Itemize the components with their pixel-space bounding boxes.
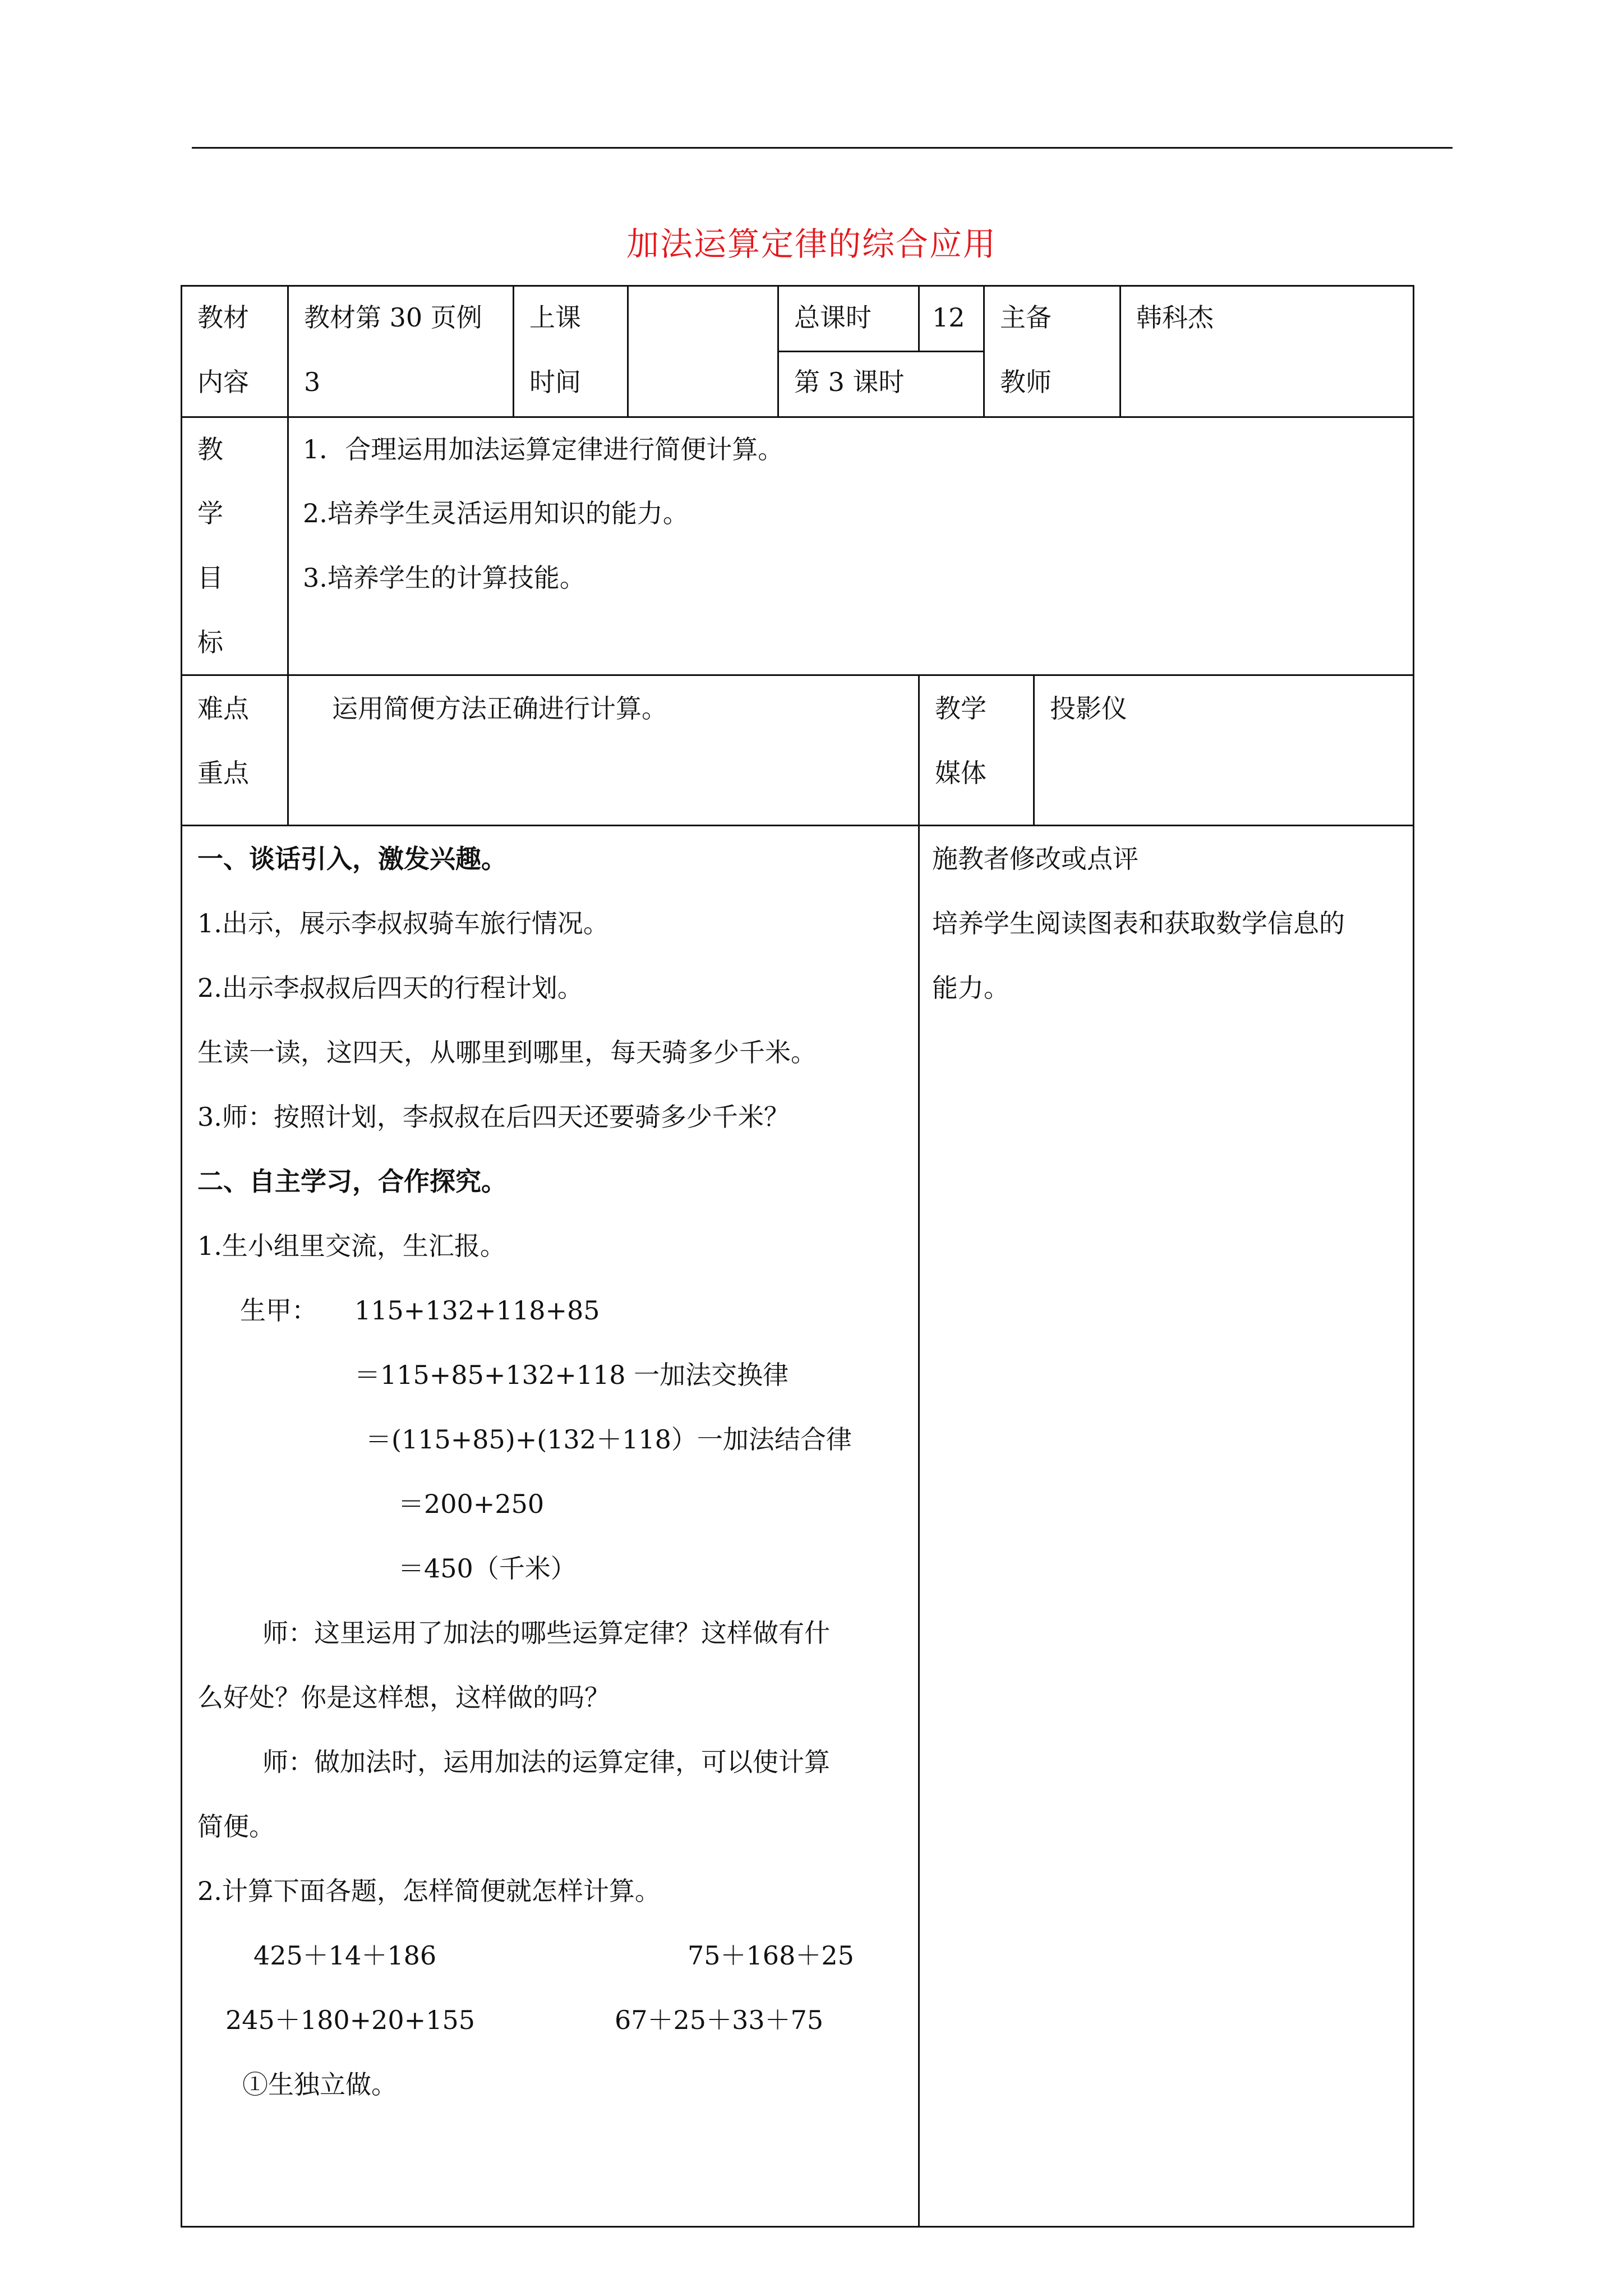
goals-label-char: 目 bbox=[197, 563, 223, 593]
header-rule bbox=[192, 147, 1453, 149]
table-border-top bbox=[181, 285, 1414, 287]
table-line-goals-bottom bbox=[181, 674, 1414, 676]
table-line-difficulty-bottom bbox=[181, 825, 1414, 826]
notes-line: 能力。 bbox=[932, 973, 1009, 1003]
textbook-value-2: 3 bbox=[304, 367, 321, 397]
class-time-label: 上课 bbox=[529, 302, 581, 333]
class-time-label-2: 时间 bbox=[529, 367, 581, 397]
lesson-number: 第 3 课时 bbox=[794, 367, 905, 397]
process-line: 2.计算下面各题，怎样简便就怎样计算。 bbox=[197, 1876, 661, 1906]
goals-label-char: 教 bbox=[197, 434, 223, 464]
goal-item: 3.培养学生的计算技能。 bbox=[303, 563, 585, 593]
difficulty-label: 难点 bbox=[197, 693, 249, 724]
process-line: 3.师：按照计划，李叔叔在后四天还要骑多少千米？ bbox=[197, 1102, 790, 1132]
process-line: 生读一读，这四天，从哪里到哪里，每天骑多少千米。 bbox=[197, 1037, 817, 1068]
process-line: 1.生小组里交流，生汇报。 bbox=[197, 1231, 506, 1261]
calc-label: 生甲： bbox=[240, 1295, 317, 1326]
teacher-label: 主备 bbox=[1000, 302, 1052, 333]
difficulty-label-2: 重点 bbox=[197, 758, 249, 788]
calc-step: ＝115+85+132+118 一加法交换律 bbox=[354, 1360, 789, 1390]
section-heading: 一、谈话引入，激发兴趣。 bbox=[197, 844, 507, 874]
goal-item: 1．合理运用加法运算定律进行简便计算。 bbox=[303, 434, 784, 464]
notes-header: 施教者修改或点评 bbox=[932, 844, 1138, 874]
table-border-bottom bbox=[181, 2226, 1414, 2228]
goals-label-char: 标 bbox=[197, 627, 223, 657]
process-line: ①生独立做。 bbox=[242, 2069, 397, 2100]
process-line: 么好处？你是这样想，这样做的吗？ bbox=[197, 1682, 610, 1713]
teacher-label-2: 教师 bbox=[1000, 367, 1052, 397]
difficulty-text: 运用简便方法正确进行计算。 bbox=[332, 693, 667, 724]
goal-item: 2.培养学生灵活运用知识的能力。 bbox=[303, 498, 689, 528]
textbook-value: 教材第 30 页例 bbox=[304, 302, 482, 333]
table-col-hours bbox=[918, 285, 920, 352]
calc-step: ＝450（千米） bbox=[398, 1553, 577, 1584]
section-heading: 二、自主学习，合作探究。 bbox=[197, 1166, 507, 1197]
exercise: 245＋180+20+155 bbox=[225, 2005, 476, 2035]
process-line: 师：做加法时，运用加法的运算定律，可以使计算 bbox=[262, 1747, 830, 1777]
table-col-media bbox=[918, 674, 920, 826]
media-label-2: 媒体 bbox=[935, 758, 986, 788]
table-col-media-value bbox=[1033, 674, 1035, 826]
textbook-label: 教材 bbox=[197, 302, 249, 333]
media-value: 投影仪 bbox=[1050, 693, 1127, 724]
table-col-textbook bbox=[513, 285, 514, 418]
process-line: 简便。 bbox=[197, 1811, 275, 1842]
table-col-notes bbox=[918, 825, 920, 2228]
total-hours-value: 12 bbox=[932, 302, 965, 333]
table-border-left bbox=[181, 285, 182, 2228]
calc-step: ＝(115+85)+(132＋118）一加法结合律 bbox=[366, 1424, 852, 1455]
exercise: 67＋25＋33＋75 bbox=[615, 2005, 824, 2035]
textbook-label-2: 内容 bbox=[197, 367, 249, 397]
table-line-lesson-split bbox=[777, 351, 984, 352]
notes-line: 培养学生阅读图表和获取数学信息的 bbox=[932, 908, 1345, 938]
process-line: 师：这里运用了加法的哪些运算定律？这样做有什 bbox=[262, 1618, 830, 1648]
calc-step: 115+132+118+85 bbox=[354, 1295, 600, 1326]
total-hours-label: 总课时 bbox=[794, 302, 872, 333]
exercise: 75＋168＋25 bbox=[688, 1940, 854, 1971]
process-line: 1.出示，展示李叔叔骑车旅行情况。 bbox=[197, 908, 609, 938]
goals-label-char: 学 bbox=[197, 498, 223, 528]
table-col-classtime-value bbox=[777, 285, 779, 418]
table-border-right bbox=[1413, 285, 1414, 2228]
table-col-label bbox=[287, 285, 289, 826]
table-col-teacher bbox=[983, 285, 985, 418]
exercise: 425＋14＋186 bbox=[253, 1940, 437, 1971]
table-col-teacher-name bbox=[1119, 285, 1121, 418]
media-label: 教学 bbox=[935, 693, 986, 724]
process-line: 2.出示李叔叔后四天的行程计划。 bbox=[197, 973, 583, 1003]
teacher-name: 韩科杰 bbox=[1136, 302, 1214, 333]
table-col-classtime bbox=[627, 285, 629, 418]
calc-step: ＝200+250 bbox=[398, 1489, 545, 1519]
table-line-header-bottom bbox=[181, 416, 1414, 418]
page-title: 加法运算定律的综合应用 bbox=[626, 225, 997, 263]
